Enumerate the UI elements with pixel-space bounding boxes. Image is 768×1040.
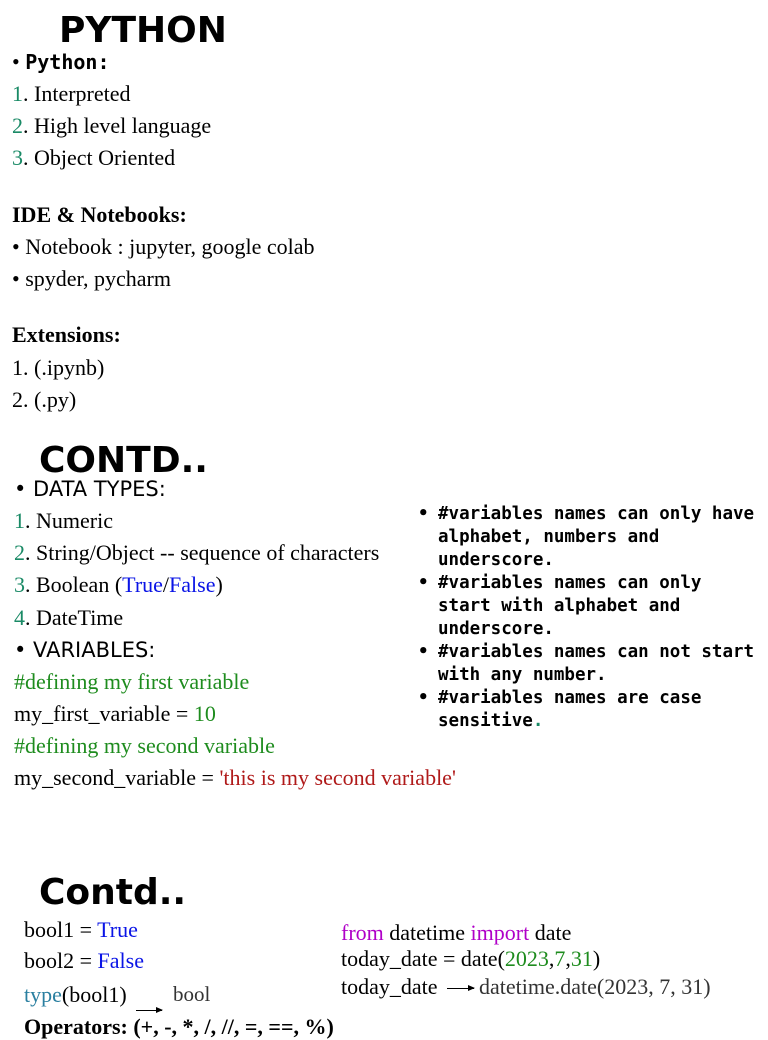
arrow-right-icon xyxy=(136,1010,162,1011)
list-item xyxy=(418,687,758,733)
code-line xyxy=(24,982,127,1008)
item-text: . High level language xyxy=(23,113,212,138)
import-name: date xyxy=(529,920,572,945)
ide-heading: IDE & Notebooks: xyxy=(12,202,187,227)
code-line xyxy=(341,920,571,946)
code-comment: #defining my first variable xyxy=(14,669,250,694)
variable-name: my_first_variable = xyxy=(14,701,194,726)
from-keyword: from xyxy=(341,920,384,945)
today-result: datetime.date(2023, 7, 31) xyxy=(479,974,711,999)
code-line xyxy=(341,946,600,972)
true-keyword: True xyxy=(122,572,163,597)
variable-name: bool2 = xyxy=(24,948,98,973)
python-subtitle: Python: xyxy=(25,50,110,74)
item-number: 2 xyxy=(12,113,23,138)
list-item: 1. (.ipynb) xyxy=(12,355,105,380)
item-number: 3 xyxy=(14,572,25,597)
item-text: Notebook : jupyter, google colab xyxy=(25,234,315,259)
list-item xyxy=(12,81,131,107)
python-heading xyxy=(12,49,110,75)
variable-rules-list xyxy=(418,503,758,733)
code-comment: #defining my second variable xyxy=(14,733,275,758)
list-item xyxy=(12,113,211,139)
extensions-heading: Extensions: xyxy=(12,322,121,347)
list-item xyxy=(418,572,758,641)
item-text: . Interpreted xyxy=(23,81,131,106)
variable-name: bool1 = xyxy=(24,917,98,942)
comma: , xyxy=(548,946,555,971)
close-paren: ) xyxy=(215,572,223,597)
list-item: • spyder, pycharm xyxy=(12,266,171,291)
bullet: • xyxy=(12,49,20,74)
list-item xyxy=(14,572,223,598)
number-literal: 7 xyxy=(554,946,566,971)
datatypes-heading: • DATA TYPES: xyxy=(14,477,166,501)
close-paren: ) xyxy=(592,946,601,971)
variable-name: today_date = date( xyxy=(341,946,505,971)
variable-name: today_date xyxy=(341,974,438,999)
item-text: . Object Oriented xyxy=(23,145,176,170)
number-literal: 2023 xyxy=(504,946,549,971)
section-title: Contd.. xyxy=(39,872,187,913)
list-item xyxy=(14,508,113,534)
code-line xyxy=(14,765,456,791)
item-number: 2 xyxy=(14,540,25,565)
rule-text: #variables names are case sensitive xyxy=(438,688,702,731)
item-number: 4 xyxy=(14,605,25,630)
item-text: . String/Object -- sequence of characters xyxy=(25,540,380,565)
variable-name: my_second_variable = xyxy=(14,765,220,790)
code-line xyxy=(24,917,138,943)
list-item xyxy=(12,145,175,171)
slash: / xyxy=(162,572,170,597)
import-keyword: import xyxy=(470,920,530,945)
false-keyword: False xyxy=(169,572,216,597)
variables-heading: • VARIABLES: xyxy=(14,638,156,662)
item-text: spyder, pycharm xyxy=(25,266,171,291)
rule-text: #variables names can only have alphabet, numbers and underscore. xyxy=(438,504,755,570)
type-result: bool xyxy=(173,982,211,1006)
list-item: 2. (.py) xyxy=(12,387,77,412)
item-number: 3 xyxy=(12,145,23,170)
string-literal: 'this is my second variable' xyxy=(219,765,456,790)
code-line xyxy=(341,974,438,1000)
true-keyword: True xyxy=(97,917,138,942)
list-item xyxy=(418,641,758,687)
code-line xyxy=(24,948,144,974)
function-name: type xyxy=(24,982,62,1007)
item-text: . DateTime xyxy=(25,605,124,630)
false-keyword: False xyxy=(97,948,144,973)
rule-text: #variables names can not start with any number. xyxy=(438,642,755,685)
function-arg: (bool1) xyxy=(61,982,127,1007)
rule-text: #variables names can only start with alphabet and underscore. xyxy=(438,573,702,639)
list-item xyxy=(14,540,379,566)
module-name: datetime xyxy=(383,920,471,945)
code-line xyxy=(14,701,216,727)
period: . xyxy=(532,711,544,731)
list-item xyxy=(14,605,123,631)
operators-line: Operators: (+, -, *, /, //, =, ==, %) xyxy=(24,1014,334,1039)
item-text: . Numeric xyxy=(25,508,113,533)
item-text: . Boolean ( xyxy=(25,572,123,597)
arrow-right-icon xyxy=(447,988,474,989)
number-literal: 10 xyxy=(193,701,216,726)
item-number: 1 xyxy=(12,81,23,106)
page-title: PYTHON xyxy=(59,10,227,51)
section-title: CONTD.. xyxy=(39,440,208,481)
list-item: • Notebook : jupyter, google colab xyxy=(12,234,315,259)
number-literal: 31 xyxy=(570,946,593,971)
item-number: 1 xyxy=(14,508,25,533)
comma: , xyxy=(565,946,571,971)
list-item xyxy=(418,503,758,572)
